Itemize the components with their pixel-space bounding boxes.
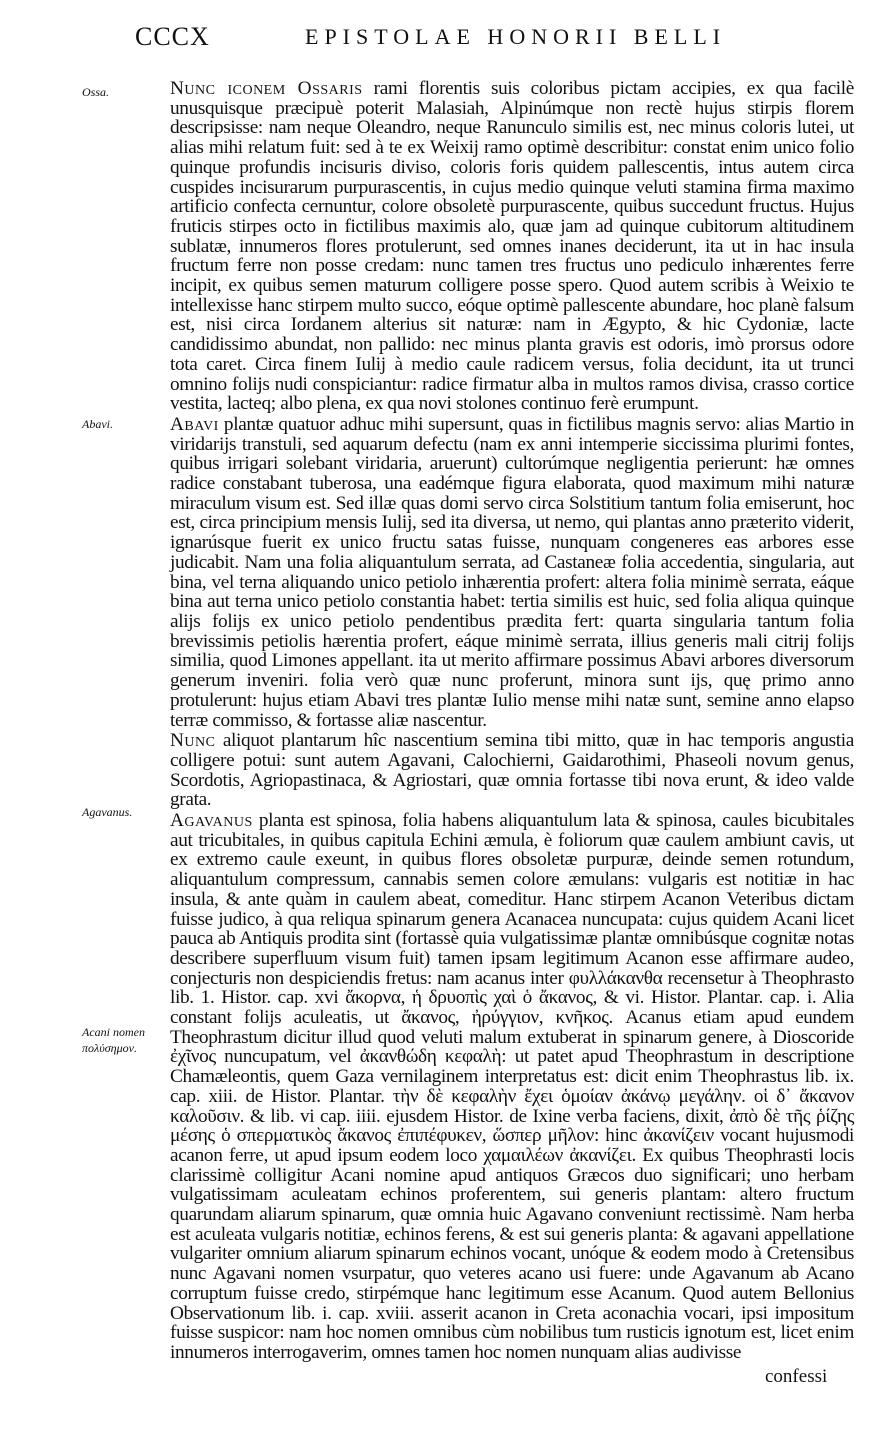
margin-note-ossaris: Ossa.	[82, 85, 110, 99]
paragraph-lead: Abavi	[170, 413, 219, 435]
margin-note-abavi: Abavi.	[82, 417, 113, 431]
margin-note-agavanus: Agavanus.	[82, 805, 133, 819]
paragraph-agavanus	[170, 811, 854, 1363]
paragraph-lead: Agavanus	[170, 810, 253, 832]
paragraph-semina	[170, 731, 854, 810]
main-text-column	[170, 79, 854, 1364]
paragraph-lead: Nunc iconem Ossaris	[170, 78, 363, 99]
page-header	[0, 22, 870, 52]
paragraph-body: aliquot plantarum hîc nascentium semina tibi mitto, quæ in hac temporis angustia colligere potui: sunt autem Agavani, Calochierni, Gaidarothimi, Phaseoli novum genus, Scordotis, Agriopastinaca, & Agriostari, quæ omnia fortasse tibi nova erunt, & ideo valde grata.	[170, 730, 854, 811]
running-title: EPISTOLAE HONORII BELLI	[305, 24, 727, 49]
paragraph-body: planta est spinosa, folia habens aliquantulum lata & spinosa, caules bicubitales aut tricubitales, in quibus capitula Echini æmula, è foliorum quæ caulem ambiunt cavis, ut ex extremo caule exeunt, in quibus flores obsoletæ purpuræ, deinde semen rotundum, aliquantulum compressum, cannabis semen colore æmulans: vulgaris est notitiæ in hac insula, & ante quàm in caulem abeat, comeditur. Hanc stirpem Acanon Veteribus dictam fuisse judico, à qua reliqua spinarum genera Acanacea nuncupata: cujus quidem Acani licet pauca ab Antiquis prodita sint (fortassè quia vulgatissimæ plantæ omnibúsque cognitæ notas describere superfluum visum fuit) tamen ipsam legitimum Acanon esse affirmare audeo, conjecturis non despiciendis fretus: nam acanus inter φυλλάκανθα recensetur à Theophrasto lib. 1. Histor. cap. xvi ἄκορνα, ἡ δρυοπὶς χαὶ ὁ ἄκανος, & vi. Histor. Plantar. cap. i. Alia constant folijs aculeatis, ut ἄκανος, ἠρύγγιον, κνῆκος. Acanus etiam apud eundem Theophrastum dicitur illud quod veluti malum extuberat in spinarum genere, à Dioscoride ἐχῖνος nuncupatum, vel ἀκανθώδη κεφαλὴ: ut patet apud Theophrastum in descriptione Chamæleontis, quem Gaza vernilaginem interpretatus est: dicit enim Theophrastus lib. ix. cap. xiii. de Histor. Plantar. τὴν δὲ κεφαλὴν ἔχει ὁμοίαν ἀκάνῳ μεγάλην. οἱ δ᾽ ἄκανον καλοῦσιν. & lib. vi cap. iiii. ejusdem Histor. de Ixine verba faciens, dixit, ἀπὸ δὲ τῆς ῥίζης μέσης ὁ σπερματικὸς ἄκανος ἐπιπέφυκεν, ὥσπερ μῆλον: hinc ἀκανίζειν vocant hujusmodi acanon ferre, ut apud ipsum eodem loco χαμαιλέων ἀκανίζει. Ex quibus Theophrasti locis clarissimè colligitur Acani nomine apud antiquos Græcos duo significari; uno herbam vulgatissimam aculeatam echinos proferentem, sui generis plantam: altero fructum quarundam aliarum spinarum, quæ omnia huic Agavano conveniunt rectissimè. Nam herba est aculeata vulgaris notitiæ, echinos ferens, & est sui generis planta: & agavani appellatione vulgariter omnium aliarum spinarum echinos vocant, unóque & eodem modo à Cretensibus nunc Agavani nomen vsurpatur, quo veteres acano usi fuere: unde Agavanum ab Acano corruptum fuisse credo, stirpémque hanc legitimum esse Acanum. Quod autem Bellonius Observationum lib. i. cap. xviii. asserit acanon in Creta aconachia vocari, ipsi impositum fuisse suspicor: nam hoc nomen omnibus cùm nobilibus tum rusticis ignotum est, licet enim innumeros interrogaverim, omnes tamen hoc nomen nunquam alias audivisse	[170, 810, 854, 1363]
paragraph-lead: Nunc	[170, 730, 216, 752]
folio-number: CCCX	[135, 22, 210, 51]
paragraph-body: rami florentis suis coloribus pictam accipies, ex qua facilè unusquisque præcipuè poterit Malasiah, Alpinúmque non rectè hujus stirpis florem descripsisse: nam neque Oleandro, neque Ranunculo similis est, nec minus coloris lutei, ut alias mihi relatum fuit: sed à te ex Weixij ramo optimè describitur: constat enim unico folio quinque profundis incisuris diviso, coloris foris quidem pallescentis, intus autem circa cuspides incisurarum purpurascentis, in cujus medio quinque veluti stamina firma maximo artificio confecta cernuntur, colore obsoletè purpurascente, quibus succedunt fructus. Hujus fruticis stirpes octo in fictilibus maximis alo, quæ jam ad quinque cubitorum altitudinem sublatæ, innumeros flores protulerunt, sed omnes inanes deciderunt, ita ut in hac insula fructum ferre non posse credam: nunc tamen tres fructus uno pediculo inhærentes ferre incipit, ex quibus semen maturum colligere posse spero. Quod autem scribis à Weixio te intellexisse hanc stirpem multo succo, eóque optimè pallescente abundare, hoc planè falsum est, nisi circa Iordanem alterius sit naturæ: nam in Ægypto, & hic Cydoniæ, lacte candidissimo abundat, non pallido: nec minus planta gravis est odoris, imò prorsus odore tota caret. Circa finem Iulij à medio caule radicem versus, folia decidunt, ita ut trunci omnino folijs nudi conspiciantur: radice firmatur alba in multos ramos divisa, crasso cortice vestita, lacteq; albo plena, ex qua novi stolones continuo ferè erumpunt.	[170, 78, 854, 415]
paragraph-ossaris	[170, 79, 854, 414]
paragraph-body: plantæ quatuor adhuc mihi supersunt, quas in fictilibus magnis servo: alias Martio in viridarijs transtuli, sed aquarum defectu (nam ex anni intemperie siccissima plurimi fontes, quibus irrigari solebant viridaria, aruerunt) cultorúmque negligentia perierunt: hæ omnes radice constabant tuberosa, una eadémque figura elaborata, quod maximum mihi naturæ miraculum visum est. Sed illæ quas domi servo circa Solstitium tantum folia emiserunt, hoc est, circa principium mensis Iulij, sed ita diversa, ut nemo, qui plantas anno præterito viderit, ignarúsque fuerit ex unico fructu satas fuisse, nunquam congeneres eas arbores esse judicabit. Nam una folia aliquantulum serrata, ad Castaneæ folia accedentia, singularia, aut bina, vel terna aliquando unico petiolo inhærentia profert: altera folia minimè serrata, eáque bina aut terna unico petiolo constantia habet: tertia similis est huic, sed folia aliqua quinque alijs folijs ex unico petiolo pendentibus prædita fert: quarta singularia tantum folia brevissimis petiolis hærentia profert, eáque minimè serrata, illius generis mali citrij folijs similia, quod Limones appellant. ita ut merito affirmare possimus Abavi arbores diversorum generum inveniri. folia verò quæ nunc proferunt, minora sunt ijs, quę primo anno protulerunt: hujus etiam Abavi tres plantæ Iulio mense mihi natæ sunt, semine anno elapso terræ commisso, & fortasse aliæ nascentur.	[170, 413, 854, 731]
catchword: confessi	[765, 1366, 828, 1387]
margin-note-acani-nomen: Acani nomen πολύσημον.	[82, 1025, 145, 1055]
paragraph-abavi	[170, 415, 854, 730]
